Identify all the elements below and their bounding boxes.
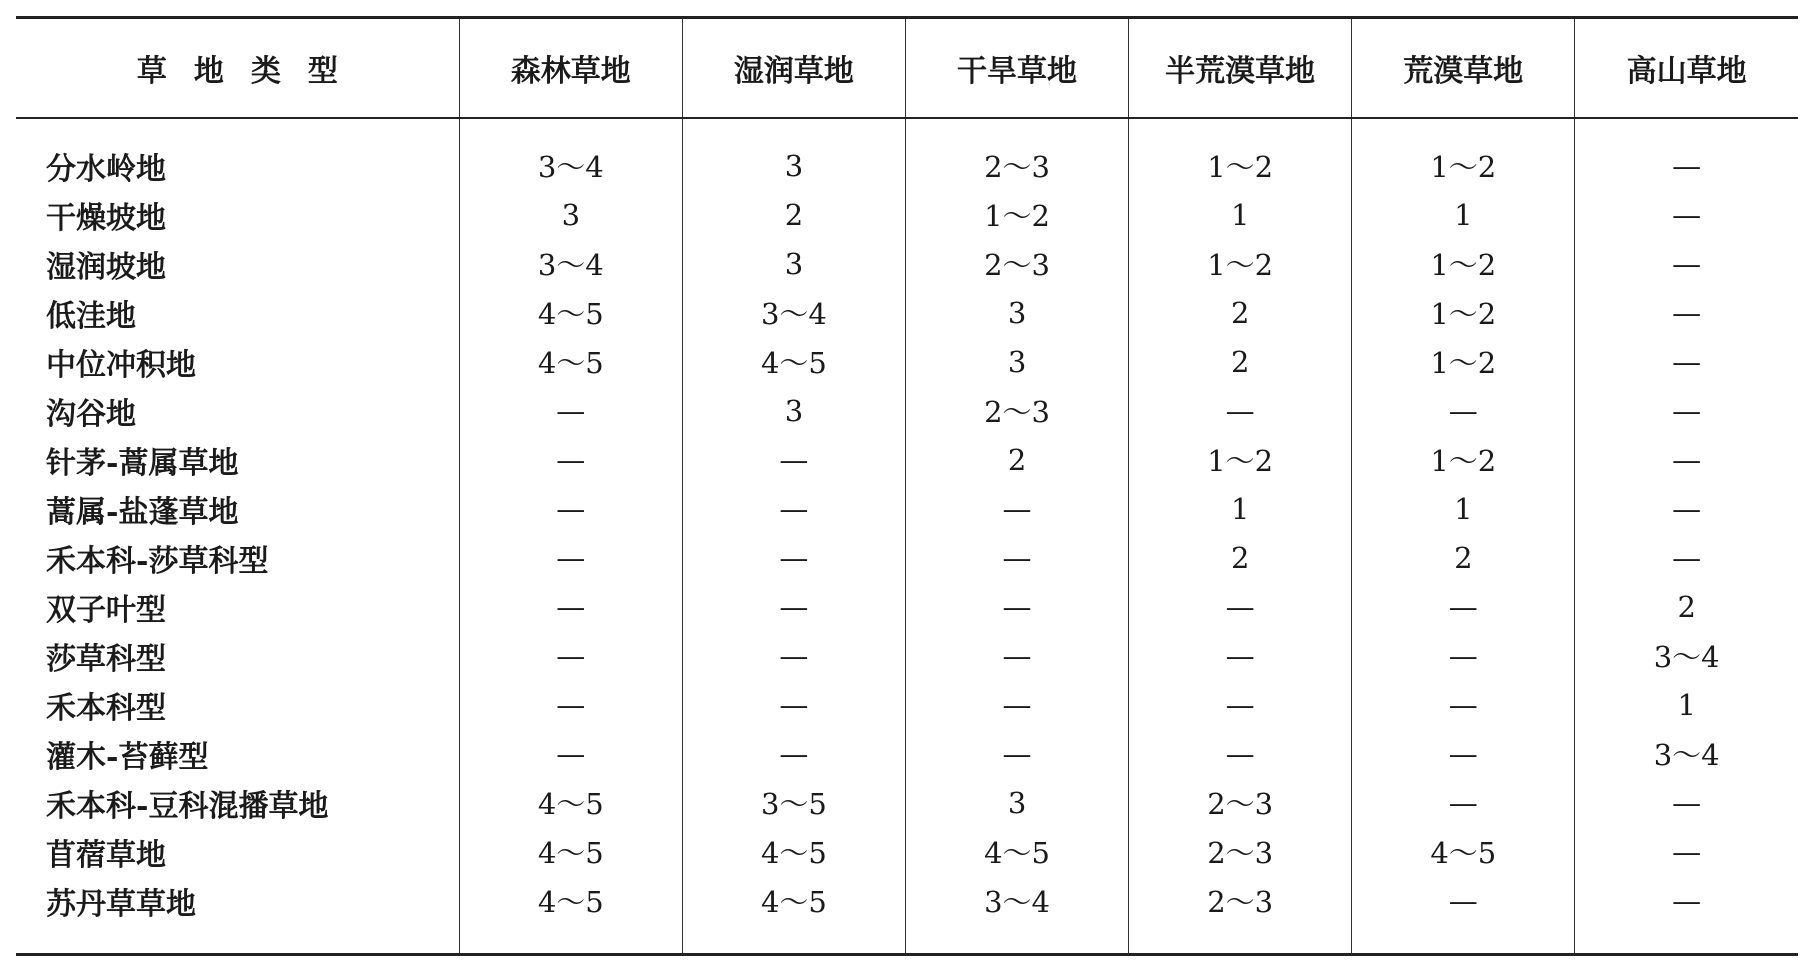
table-cell: 2～3 bbox=[905, 239, 1128, 288]
table-cell: 1 bbox=[1129, 484, 1352, 533]
table-cell: 3～4 bbox=[1575, 729, 1798, 778]
table-cell: 3 bbox=[682, 239, 905, 288]
table-cell: 1～2 bbox=[1352, 239, 1575, 288]
table-row bbox=[16, 239, 1798, 288]
table-row bbox=[16, 631, 1798, 680]
table-cell: 4～5 bbox=[459, 827, 682, 876]
table-cell: — bbox=[459, 582, 682, 631]
table-cell: — bbox=[905, 680, 1128, 729]
row-label: 禾本科型 bbox=[46, 690, 166, 726]
table-row bbox=[16, 337, 1798, 386]
row-label: 莎草科型 bbox=[46, 641, 166, 677]
header-grassland-type: 草地类型 bbox=[16, 18, 459, 119]
table-cell: — bbox=[905, 484, 1128, 533]
table-cell: — bbox=[1575, 239, 1798, 288]
table-row bbox=[16, 118, 1798, 190]
table-cell: 1～2 bbox=[905, 190, 1128, 239]
table-cell: 2 bbox=[1352, 533, 1575, 582]
table-cell: 3～4 bbox=[1575, 631, 1798, 680]
table-cell: — bbox=[459, 386, 682, 435]
table-cell: — bbox=[682, 484, 905, 533]
table-cell: 4～5 bbox=[459, 876, 682, 955]
table-cell: 2 bbox=[1129, 337, 1352, 386]
table-cell: 1～2 bbox=[1129, 435, 1352, 484]
table-row bbox=[16, 827, 1798, 876]
table-cell: — bbox=[1352, 582, 1575, 631]
grassland-suitability-table bbox=[16, 16, 1798, 956]
table-cell: 1 bbox=[1575, 680, 1798, 729]
table-cell: — bbox=[1575, 190, 1798, 239]
table-cell: — bbox=[1575, 778, 1798, 827]
table-cell: 2 bbox=[682, 190, 905, 239]
table-cell: — bbox=[682, 631, 905, 680]
row-label: 中位冲积地 bbox=[46, 347, 196, 383]
table-cell: — bbox=[1575, 118, 1798, 190]
table-cell: 2 bbox=[1575, 582, 1798, 631]
table-cell: 4～5 bbox=[682, 876, 905, 955]
row-label: 针茅-蒿属草地 bbox=[46, 445, 239, 481]
row-label: 禾本科-豆科混播草地 bbox=[46, 788, 329, 824]
grassland-table-container bbox=[16, 16, 1798, 956]
header-humid-grassland: 湿润草地 bbox=[682, 18, 905, 119]
table-cell: — bbox=[1352, 680, 1575, 729]
table-cell: 1～2 bbox=[1129, 239, 1352, 288]
table-cell: — bbox=[459, 631, 682, 680]
table-cell: 3 bbox=[459, 190, 682, 239]
table-row bbox=[16, 582, 1798, 631]
table-cell: — bbox=[1352, 386, 1575, 435]
table-cell: — bbox=[459, 435, 682, 484]
table-row bbox=[16, 778, 1798, 827]
table-cell: 3～4 bbox=[459, 239, 682, 288]
table-row bbox=[16, 190, 1798, 239]
table-cell: 3～4 bbox=[905, 876, 1128, 955]
table-cell: — bbox=[1352, 729, 1575, 778]
table-row bbox=[16, 435, 1798, 484]
table-cell: 1～2 bbox=[1352, 435, 1575, 484]
table-body bbox=[16, 118, 1798, 955]
row-label: 低洼地 bbox=[46, 298, 136, 334]
table-cell: 4～5 bbox=[682, 827, 905, 876]
table-cell: — bbox=[1352, 876, 1575, 955]
table-cell: 4～5 bbox=[682, 337, 905, 386]
table-cell: 1～2 bbox=[1129, 118, 1352, 190]
header-row bbox=[16, 18, 1798, 119]
table-cell: — bbox=[1575, 386, 1798, 435]
table-cell: — bbox=[1575, 435, 1798, 484]
table-cell: 4～5 bbox=[459, 288, 682, 337]
row-label: 苜蓿草地 bbox=[46, 837, 166, 873]
table-cell: — bbox=[459, 484, 682, 533]
header-forest-grassland: 森林草地 bbox=[459, 18, 682, 119]
table-cell: 2～3 bbox=[905, 386, 1128, 435]
row-label: 分水岭地 bbox=[46, 151, 166, 187]
table-cell: — bbox=[1352, 631, 1575, 680]
table-cell: — bbox=[905, 631, 1128, 680]
table-cell: 1～2 bbox=[1352, 118, 1575, 190]
table-cell: — bbox=[1575, 484, 1798, 533]
table-cell: 2～3 bbox=[1129, 876, 1352, 955]
table-cell: 4～5 bbox=[1352, 827, 1575, 876]
table-row bbox=[16, 484, 1798, 533]
table-cell: — bbox=[1575, 876, 1798, 955]
row-label: 沟谷地 bbox=[46, 396, 136, 432]
table-cell: — bbox=[1129, 680, 1352, 729]
header-semi-desert-grassland: 半荒漠草地 bbox=[1129, 18, 1352, 119]
table-cell: 3～5 bbox=[682, 778, 905, 827]
table-cell: — bbox=[682, 533, 905, 582]
table-cell: — bbox=[1575, 533, 1798, 582]
table-cell: — bbox=[459, 680, 682, 729]
table-cell: — bbox=[682, 435, 905, 484]
table-cell: 1 bbox=[1129, 190, 1352, 239]
row-label: 干燥坡地 bbox=[46, 200, 166, 236]
row-label: 湿润坡地 bbox=[46, 249, 166, 285]
row-label: 蒿属-盐蓬草地 bbox=[46, 494, 239, 530]
table-cell: 1 bbox=[1352, 190, 1575, 239]
header-arid-grassland: 干旱草地 bbox=[905, 18, 1128, 119]
table-cell: — bbox=[682, 582, 905, 631]
table-cell: 1～2 bbox=[1352, 288, 1575, 337]
table-cell: 1～2 bbox=[1352, 337, 1575, 386]
table-row bbox=[16, 533, 1798, 582]
table-cell: 2～3 bbox=[1129, 778, 1352, 827]
table-cell: 3～4 bbox=[459, 118, 682, 190]
header-alpine-grassland: 高山草地 bbox=[1575, 18, 1798, 119]
table-cell: 1 bbox=[1352, 484, 1575, 533]
table-cell: 2 bbox=[1129, 533, 1352, 582]
table-cell: — bbox=[1129, 729, 1352, 778]
table-cell: 4～5 bbox=[905, 827, 1128, 876]
table-cell: — bbox=[1129, 386, 1352, 435]
row-label: 灌木-苔藓型 bbox=[46, 739, 209, 775]
table-cell: 4～5 bbox=[459, 337, 682, 386]
table-cell: 2 bbox=[1129, 288, 1352, 337]
table-cell: — bbox=[459, 533, 682, 582]
header-desert-grassland: 荒漠草地 bbox=[1352, 18, 1575, 119]
table-header bbox=[16, 18, 1798, 119]
table-cell: 3 bbox=[905, 337, 1128, 386]
table-row bbox=[16, 876, 1798, 955]
table-cell: — bbox=[1129, 631, 1352, 680]
table-cell: — bbox=[1575, 827, 1798, 876]
table-cell: — bbox=[905, 533, 1128, 582]
table-cell: 3 bbox=[905, 288, 1128, 337]
table-row bbox=[16, 288, 1798, 337]
table-cell: 2～3 bbox=[1129, 827, 1352, 876]
row-label: 双子叶型 bbox=[46, 592, 166, 628]
table-cell: — bbox=[1129, 582, 1352, 631]
table-cell: 2～3 bbox=[905, 118, 1128, 190]
table-row bbox=[16, 729, 1798, 778]
table-cell: — bbox=[1575, 288, 1798, 337]
table-cell: — bbox=[459, 729, 682, 778]
table-cell: 3～4 bbox=[682, 288, 905, 337]
table-cell: 4～5 bbox=[459, 778, 682, 827]
table-cell: 3 bbox=[905, 778, 1128, 827]
row-label: 苏丹草草地 bbox=[16, 876, 459, 955]
table-cell: — bbox=[682, 729, 905, 778]
table-cell: — bbox=[1575, 337, 1798, 386]
table-row bbox=[16, 386, 1798, 435]
table-cell: 3 bbox=[682, 386, 905, 435]
table-cell: 2 bbox=[905, 435, 1128, 484]
table-row bbox=[16, 680, 1798, 729]
table-cell: — bbox=[905, 582, 1128, 631]
table-cell: — bbox=[905, 729, 1128, 778]
table-cell: — bbox=[682, 680, 905, 729]
table-cell: 3 bbox=[682, 118, 905, 190]
row-label: 禾本科-莎草科型 bbox=[46, 543, 269, 579]
table-cell: — bbox=[1352, 778, 1575, 827]
